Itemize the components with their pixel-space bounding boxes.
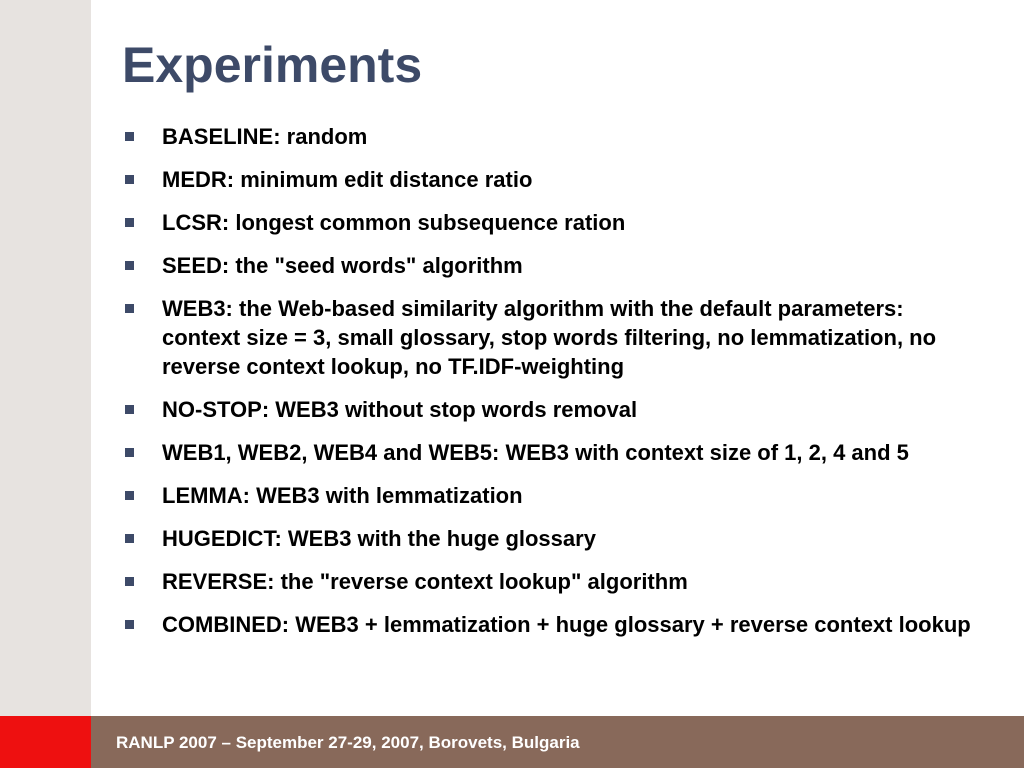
bullet-item [122, 610, 982, 639]
bullet-item [122, 481, 982, 510]
bullet-text: NO-STOP: WEB3 without stop words removal [162, 397, 638, 422]
bullet-text: WEB1, WEB2, WEB4 and WEB5: WEB3 with context size of 1, 2, 4 and 5 [162, 440, 909, 465]
bullet-text: BASELINE: random [162, 124, 368, 149]
bullet-item [122, 251, 982, 280]
bullet-text: LEMMA: WEB3 with lemmatization [162, 483, 523, 508]
left-side-band [0, 0, 91, 716]
square-bullet-icon [125, 218, 134, 227]
footer-bar [0, 716, 1024, 768]
bullet-text: SEED: the "seed words" algorithm [162, 253, 523, 278]
bullet-item [122, 395, 982, 424]
square-bullet-icon [125, 405, 134, 414]
square-bullet-icon [125, 261, 134, 270]
bullet-item [122, 567, 982, 596]
bullet-item [122, 438, 982, 467]
footer-accent-block [0, 716, 91, 768]
bullet-item [122, 208, 982, 237]
square-bullet-icon [125, 175, 134, 184]
square-bullet-icon [125, 534, 134, 543]
square-bullet-icon [125, 577, 134, 586]
square-bullet-icon [125, 491, 134, 500]
square-bullet-icon [125, 304, 134, 313]
bullet-text: COMBINED: WEB3 + lemmatization + huge glossary + reverse context lookup [162, 612, 971, 637]
bullet-text: HUGEDICT: WEB3 with the huge glossary [162, 526, 596, 551]
square-bullet-icon [125, 620, 134, 629]
bullet-text: REVERSE: the "reverse context lookup" algorithm [162, 569, 688, 594]
slide-title: Experiments [122, 37, 423, 93]
bullet-text: WEB3: the Web-based similarity algorithm with the default parameters: context size = 3, small glossary, stop words filtering, no lemmatization, no reverse context lookup, no TF.IDF-weighting [162, 296, 937, 379]
square-bullet-icon [125, 132, 134, 141]
bullet-text: LCSR: longest common subsequence ration [162, 210, 626, 235]
bullet-item [122, 524, 982, 553]
bullet-list [122, 122, 982, 653]
footer-text: RANLP 2007 – September 27-29, 2007, Borovets, Bulgaria [116, 733, 580, 752]
square-bullet-icon [125, 448, 134, 457]
bullet-item [122, 165, 982, 194]
bullet-item [122, 294, 982, 381]
bullet-text: MEDR: minimum edit distance ratio [162, 167, 533, 192]
bullet-item [122, 122, 982, 151]
